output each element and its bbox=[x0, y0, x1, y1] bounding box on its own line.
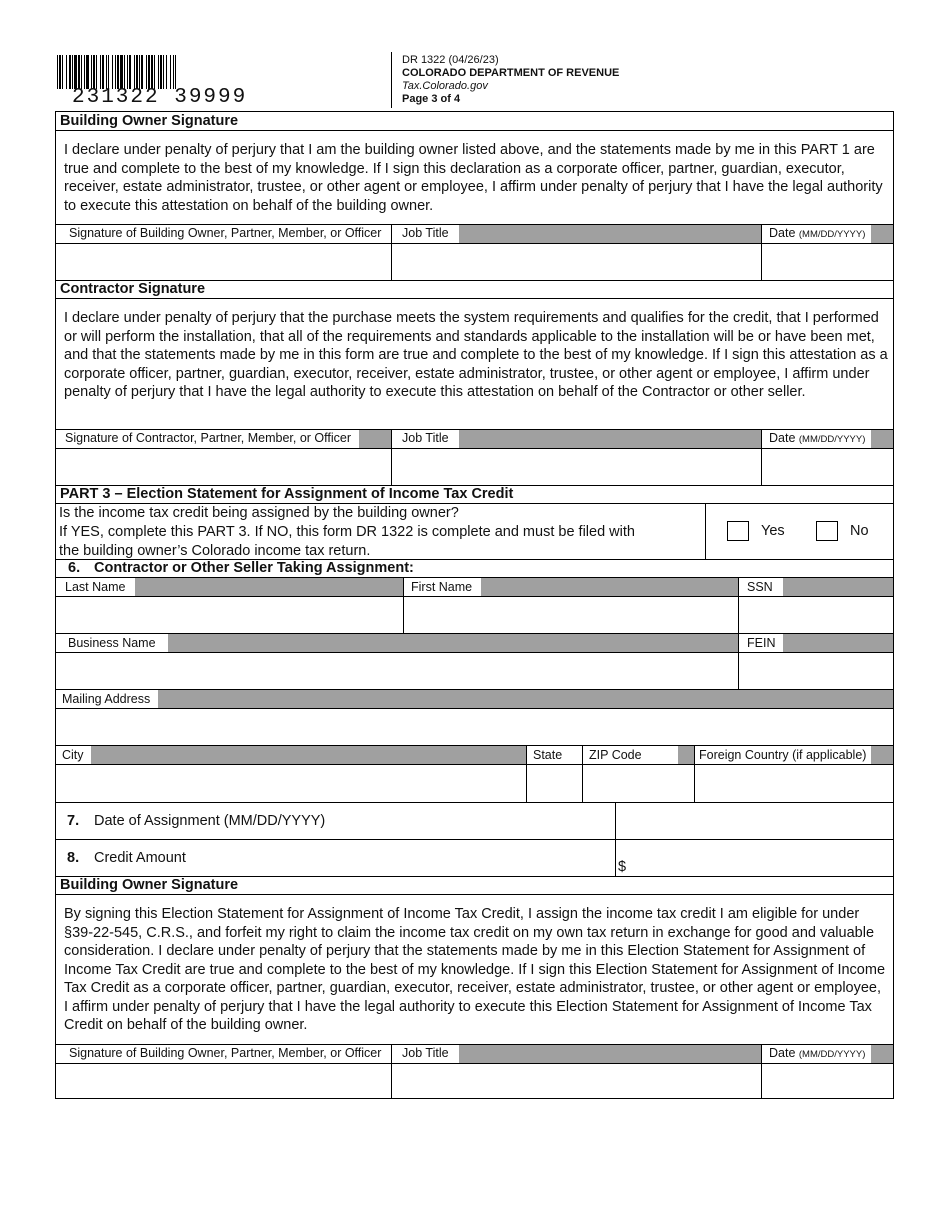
label-bar bbox=[871, 225, 893, 243]
form-page bbox=[55, 111, 894, 1099]
label-bar bbox=[135, 578, 403, 596]
label-bar bbox=[871, 1045, 893, 1063]
label-bar bbox=[871, 430, 893, 448]
section6-number: 6. bbox=[68, 560, 81, 576]
ssn-field[interactable] bbox=[739, 597, 893, 633]
date-label: Date (MM/DD/YYYY) bbox=[769, 226, 866, 240]
first-name-label: First Name bbox=[411, 580, 473, 594]
fein-field[interactable] bbox=[739, 653, 893, 689]
part3-instruction: If YES, complete this PART 3. If NO, this form DR 1322 is complete and must be filed with bbox=[59, 524, 635, 540]
zip-code-label: ZIP Code bbox=[589, 748, 642, 762]
contractor-declaration: I declare under penalty of perjury that the purchase meets the system requirements and qualifies for the credit, that I performed or will perform the installation, that all of the requirements and standards applicable to the installation will be or have been met, and that the statements made by me in this form are true and complete to the best of my knowledge. If I sign this attestation as a corporate officer, partner, guardian, executor, receiver, estate administrator, trustee, or other agent or employee, I affirm under penalty of perjury that I have the legal authority to execute this attestation on behalf of the Contractor or other seller. bbox=[64, 310, 888, 400]
label-bar bbox=[459, 1045, 761, 1063]
item8-label: Credit Amount bbox=[94, 850, 186, 866]
contractor-job-title-field[interactable] bbox=[392, 449, 761, 485]
foreign-country-field[interactable] bbox=[695, 765, 893, 802]
first-name-field[interactable] bbox=[404, 597, 738, 633]
label-bar bbox=[359, 430, 391, 448]
date-label: Date (MM/DD/YYYY) bbox=[769, 431, 866, 445]
barcode-number: 231322 39999 bbox=[72, 86, 248, 109]
yes-label: Yes bbox=[761, 523, 785, 539]
part3-instruction-cont: the building owner’s Colorado income tax return. bbox=[59, 543, 371, 559]
zip-code-field[interactable] bbox=[583, 765, 694, 802]
rule bbox=[56, 130, 893, 131]
currency-symbol: $ bbox=[618, 859, 627, 875]
job-title-label: Job Title bbox=[402, 431, 449, 445]
part3-question: Is the income tax credit being assigned by the building owner? bbox=[59, 505, 459, 521]
state-field[interactable] bbox=[527, 765, 582, 802]
label-bar bbox=[481, 578, 738, 596]
item7-label: Date of Assignment (MM/DD/YYYY) bbox=[94, 813, 326, 829]
assignment-declaration: By signing this Election Statement for Assignment of Income Tax Credit, I assign the income tax credit I am eligible for under §39-22-545, C.R.S., and forfeit my right to claim the income tax credit on my own tax return in exchange for good and valuable consideration. I declare under penalty of perjury that the statements made by me in this Election Statement for Assignment of Income Tax Credit are true and complete to the best of my knowledge. If I sign this Election Statement for Assignment of Income Tax Credit as a corporate officer, partner, guardian, executor, receiver, estate administrator, trustee, or other agent or employee, I affirm under penalty of perjury that I have the legal authority to execute this Election Statement for Assignment of Income Tax Credit on behalf of the building owner. bbox=[64, 906, 886, 1033]
item7-number: 7. bbox=[67, 813, 80, 829]
assignment-owner-signature-field[interactable] bbox=[56, 1064, 391, 1098]
assignment-owner-job-title-field[interactable] bbox=[392, 1064, 761, 1098]
label-bar bbox=[871, 746, 893, 764]
date-of-assignment-field[interactable] bbox=[616, 803, 893, 839]
section6-title: Contractor or Other Seller Taking Assignment: bbox=[94, 560, 414, 576]
header-divider bbox=[391, 52, 392, 108]
last-name-label: Last Name bbox=[65, 580, 126, 594]
owner-declaration: I declare under penalty of perjury that I am the building owner listed above, and the statements made by me in this PART 1 are true and complete to the best of my knowledge. If I sign this declaration as a corporate officer, partner, guardian, executor, receiver, estate administrator, trustee, or other agent or employee, I affirm under penalty of perjury that I have the legal authority to execute this attestation on behalf of the building owner. bbox=[64, 142, 883, 214]
rule bbox=[705, 503, 706, 559]
no-label: No bbox=[850, 523, 869, 539]
foreign-country-label: Foreign Country (if applicable) bbox=[699, 748, 867, 762]
owner-signature-label: Signature of Building Owner, Partner, Member, or Officer bbox=[69, 226, 382, 240]
contractor-signature-label: Signature of Contractor, Partner, Member, or Officer bbox=[65, 431, 352, 445]
label-bar bbox=[783, 634, 893, 652]
label-bar bbox=[158, 690, 893, 708]
form-id: DR 1322 (04/26/23) bbox=[402, 54, 499, 66]
job-title-label: Job Title bbox=[402, 226, 449, 240]
last-name-field[interactable] bbox=[56, 597, 403, 633]
date-label: Date (MM/DD/YYYY) bbox=[769, 1046, 866, 1060]
owner-signature-label: Signature of Building Owner, Partner, Member, or Officer bbox=[69, 1046, 382, 1060]
barcode bbox=[57, 55, 310, 89]
section-title-owner-signature: Building Owner Signature bbox=[60, 113, 239, 129]
mailing-address-label: Mailing Address bbox=[62, 692, 151, 706]
owner-signature-field[interactable] bbox=[56, 244, 391, 280]
department-name: COLORADO DEPARTMENT OF REVENUE bbox=[402, 67, 620, 79]
owner-date-field[interactable] bbox=[762, 244, 893, 280]
label-bar bbox=[783, 578, 893, 596]
rule bbox=[56, 298, 893, 299]
section-title-contractor-signature: Contractor Signature bbox=[60, 281, 206, 297]
item8-number: 8. bbox=[67, 850, 80, 866]
label-bar bbox=[91, 746, 526, 764]
state-label: State bbox=[533, 748, 563, 762]
contractor-date-field[interactable] bbox=[762, 449, 893, 485]
credit-amount-field[interactable] bbox=[630, 840, 893, 876]
section-title-owner-signature-assignment: Building Owner Signature bbox=[60, 877, 239, 893]
yes-checkbox[interactable] bbox=[727, 521, 749, 541]
ssn-label: SSN bbox=[747, 580, 773, 594]
label-bar bbox=[678, 746, 694, 764]
business-name-label: Business Name bbox=[68, 636, 156, 650]
no-checkbox[interactable] bbox=[816, 521, 838, 541]
mailing-address-field[interactable] bbox=[56, 709, 893, 745]
job-title-label: Job Title bbox=[402, 1046, 449, 1060]
label-bar bbox=[459, 430, 761, 448]
city-field[interactable] bbox=[56, 765, 526, 802]
website: Tax.Colorado.gov bbox=[402, 80, 488, 92]
owner-job-title-field[interactable] bbox=[392, 244, 761, 280]
business-name-field[interactable] bbox=[56, 653, 738, 689]
city-label: City bbox=[62, 748, 84, 762]
label-bar bbox=[168, 634, 738, 652]
assignment-owner-date-field[interactable] bbox=[762, 1064, 893, 1098]
part3-title: PART 3 – Election Statement for Assignment of Income Tax Credit bbox=[60, 486, 514, 502]
rule bbox=[56, 894, 893, 895]
fein-label: FEIN bbox=[747, 636, 776, 650]
contractor-signature-field[interactable] bbox=[56, 449, 391, 485]
page-number: Page 3 of 4 bbox=[402, 93, 461, 105]
label-bar bbox=[459, 225, 761, 243]
